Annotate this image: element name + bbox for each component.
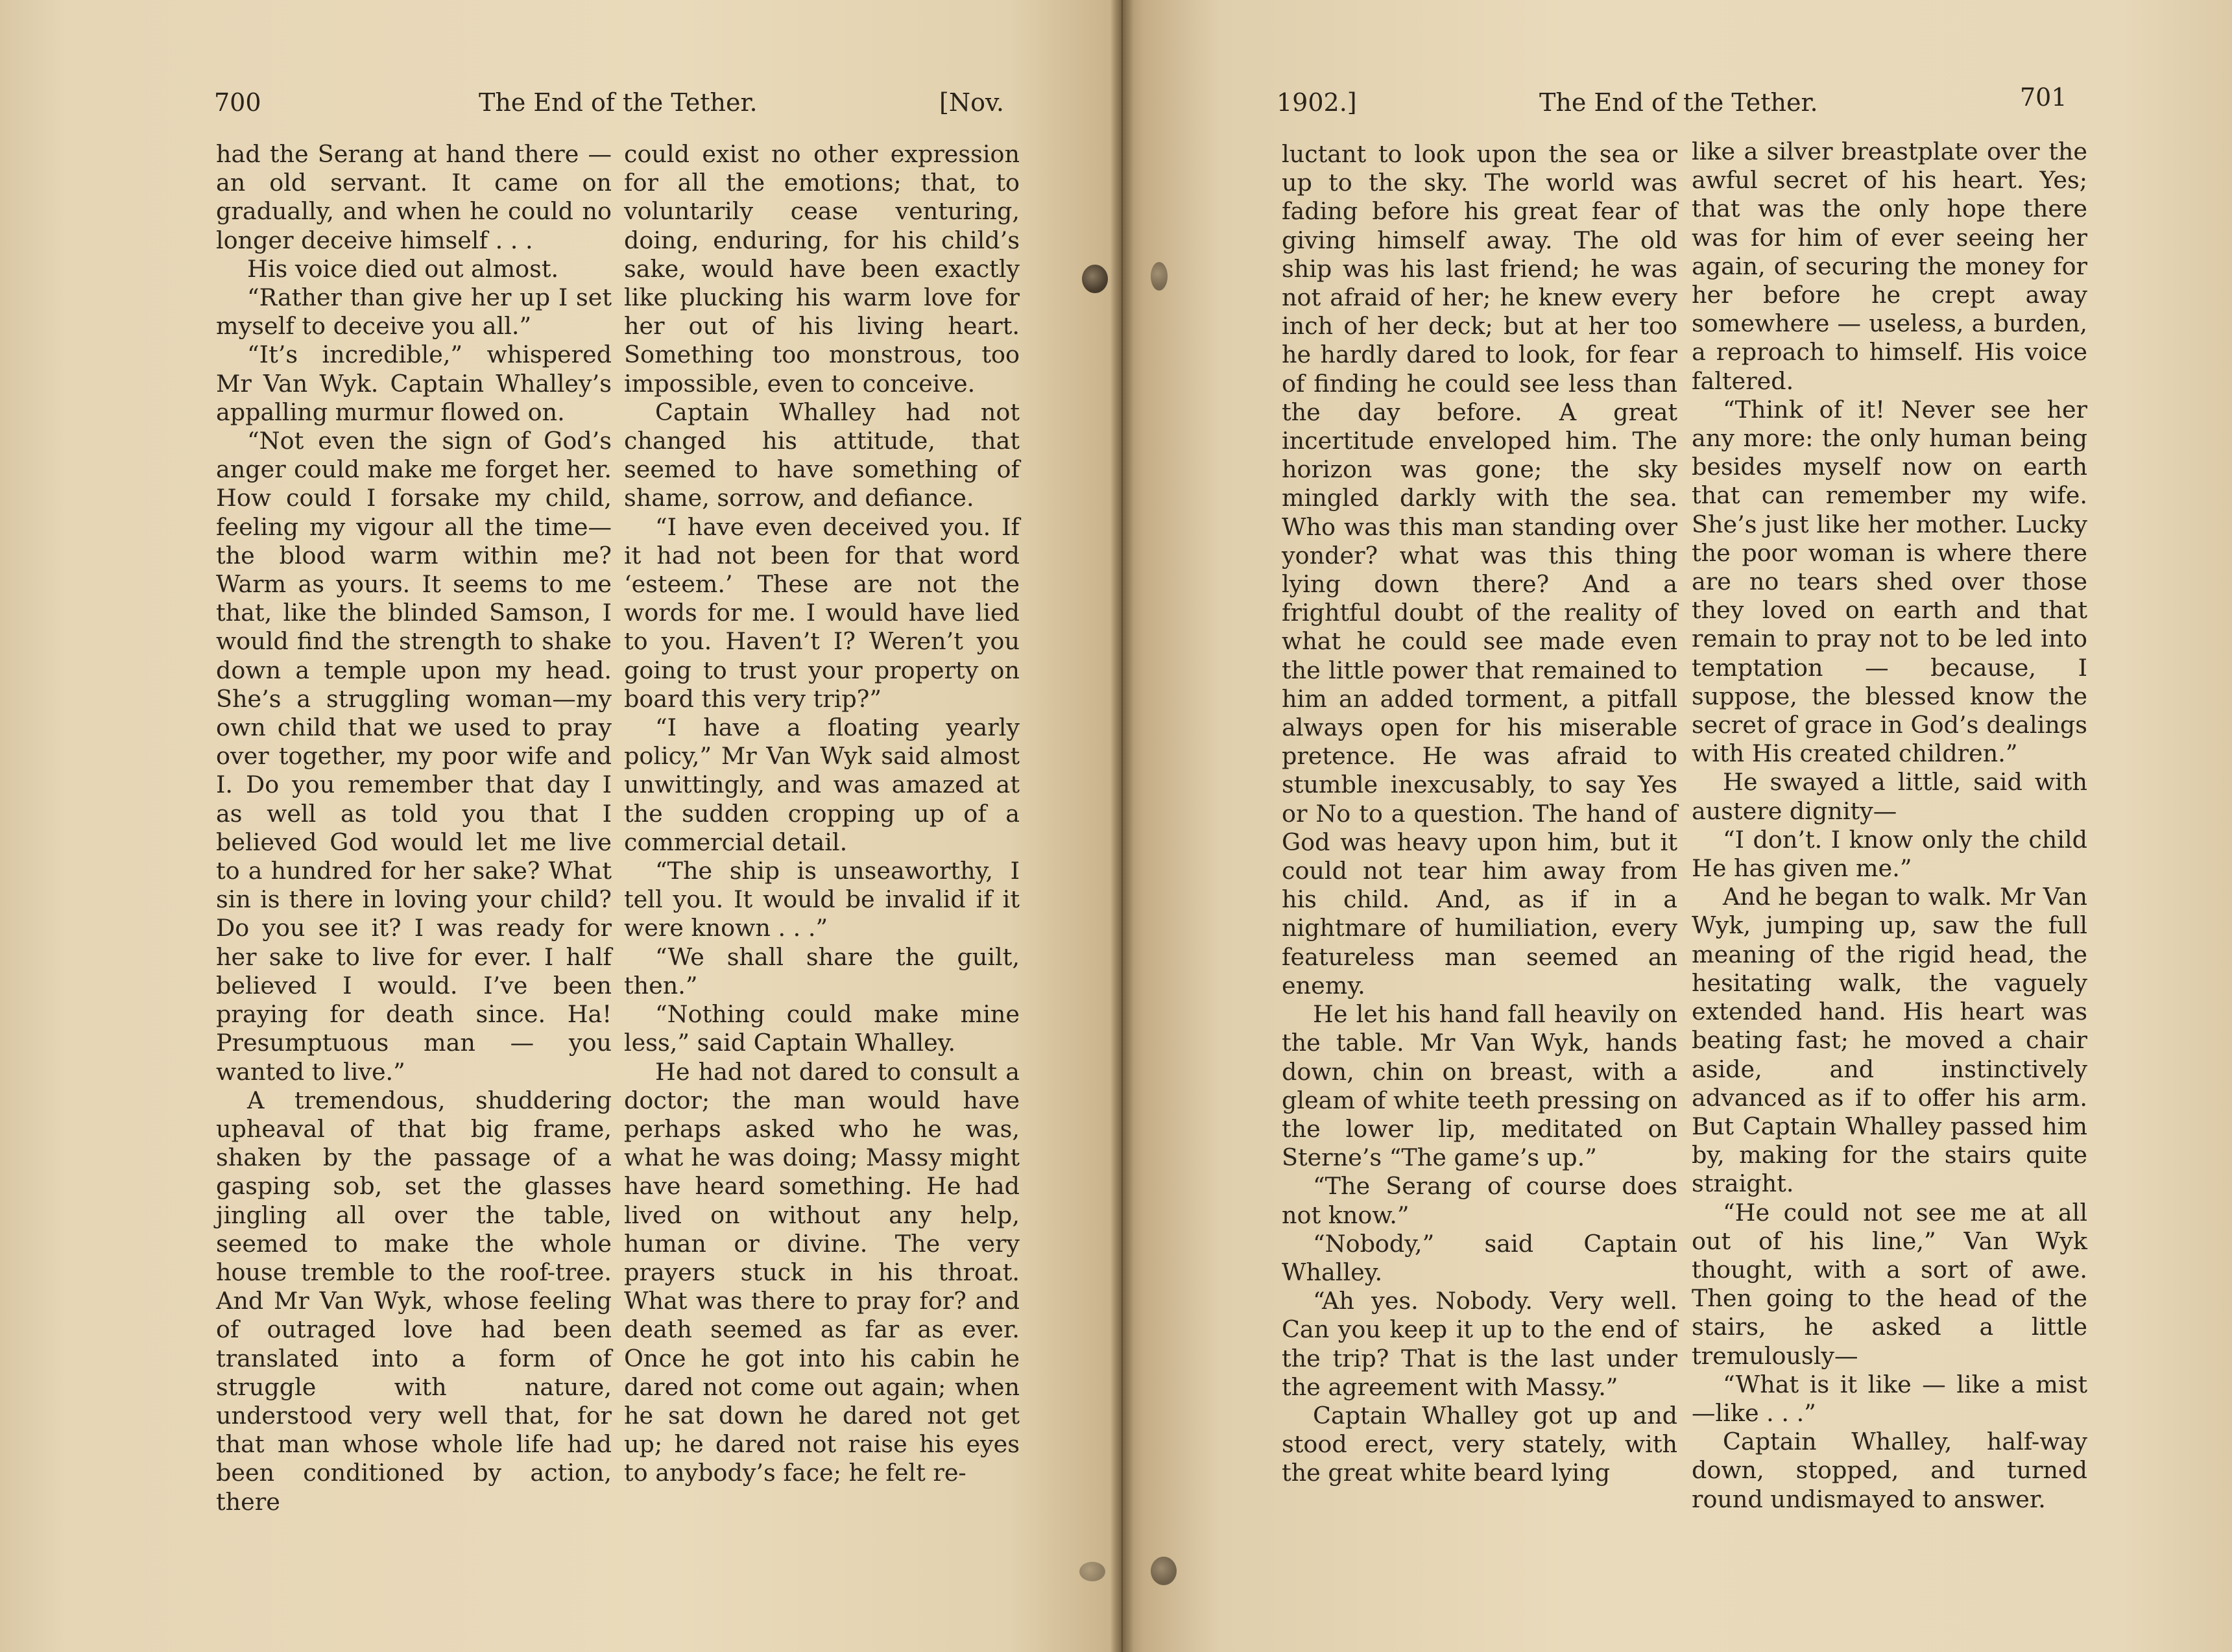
- book-gutter: [1110, 0, 1134, 1652]
- binding-stain-mark: [1151, 262, 1168, 291]
- right-date-tag: 1902.]: [1277, 88, 1357, 117]
- left-date-tag: [Nov.: [939, 88, 1004, 117]
- paragraph: A tremendous, shuddering upheaval of that big frame, shaken by the passage of a gasping sob, set the glasses jingling all over the table, seemed to make the whole house tremble to the roof-tree. And Mr Van Wyk, whose feeling of outraged love had been translated into a form of struggle with nature, understood very well that, for that man whose whole life had been conditioned by action, there: [216, 1086, 612, 1516]
- paragraph: “Ah yes. Nobody. Very well. Can you keep it up to the end of the trip? That is the last under the agreement with Massy.”: [1282, 1287, 1677, 1401]
- right-page-number: 701: [2020, 83, 2067, 112]
- left-running-title: The End of the Tether.: [479, 88, 758, 117]
- paragraph: “Think of it! Never see her any more: the only human being besides myself now on earth that can remember my wife. She’s just like her mother. Lucky the poor woman is where there are no tears shed over those they loved on earth and that remain to pray not to be led into temptation — because, I suppose, the blessed know the secret of grace in God’s dealings with His created children.”: [1692, 395, 2087, 768]
- left-column-1: [216, 140, 612, 1516]
- paragraph: “What is it like — like a mist—like . . .”: [1692, 1370, 2087, 1427]
- paragraph: He had not dared to consult a doctor; the man would have perhaps asked who he was, what he was doing; Massy might have heard something. He had lived on without any help, human or divine. The very prayers stuck in his throat. What was there to pray for? and death seemed as far as ever. Once he got into his cabin he dared not come out again; when he sat down he dared not get up; he dared not raise his eyes to anybody’s face; he felt re-: [624, 1057, 1020, 1487]
- binding-stain-mark: [1151, 1557, 1177, 1585]
- paragraph: luctant to look upon the sea or up to the sky. The world was fading before his great fear of giving himself away. The old ship was his last friend; he was not afraid of her; he knew every inch of her deck; but at her too he hardly dared to look, for fear of finding he could see less than the day before. A great incertitude enveloped him. The horizon was gone; the sky mingled darkly with the sea. Who was this man standing over yonder? what was this thing lying down there? And a frightful doubt of the reality of what he could see made even the little power that remained to him an added torment, a pitfall always open for his miserable pretence. He was afraid to stumble inexcusably, to say Yes or No to a question. The hand of God was heavy upon him, but it could not tear him away from his child. And, as if in a nightmare of humiliation, every featureless man seemed an enemy.: [1282, 140, 1677, 1000]
- paragraph: “Nothing could make mine less,” said Captain Whalley.: [624, 1000, 1020, 1057]
- paragraph: “We shall share the guilt, then.”: [624, 942, 1020, 1000]
- paragraph: could exist no other expression for all the emotions; that, to voluntarily cease venturing, doing, enduring, for his child’s sake, would have been exactly like plucking his warm love for her out of his living heart. Something too monstrous, too impossible, even to conceive.: [624, 140, 1020, 398]
- paragraph: Captain Whalley, half-way down, stopped, and turned round undismayed to answer.: [1692, 1428, 2087, 1513]
- left-column-2: [624, 140, 1020, 1488]
- paragraph: “I have a floating yearly policy,” Mr Van Wyk said almost unwittingly, and was amazed at the sudden cropping up of a commercial detail.: [624, 713, 1020, 856]
- paragraph: His voice died out almost.: [247, 254, 559, 283]
- paragraph: “The Serang of course does not know.”: [1282, 1172, 1677, 1229]
- paragraph: And he began to walk. Mr Van Wyk, jumping up, saw the full meaning of the rigid head, the hesitating walk, the vaguely extended hand. His heart was beating fast; he moved a chair aside, and instinctively advanced as if to offer his arm. But Captain Whalley passed him by, making for the stairs quite straight.: [1692, 883, 2087, 1198]
- paragraph: “The ship is unseaworthy, I tell you. It would be invalid if it were known . . .”: [624, 857, 1020, 942]
- paragraph: He swayed a little, said with austere dignity—: [1692, 768, 2087, 825]
- right-running-title: The End of the Tether.: [1539, 88, 1818, 117]
- paragraph: “Rather than give her up I set myself to deceive you all.”: [216, 283, 612, 341]
- binding-stain-mark: [1079, 1562, 1105, 1581]
- paragraph: “Not even the sign of God’s anger could make me forget her. How could I forsake my child, feeling my vigour all the time—the blood warm within me? Warm as yours. It seems to me that, like the blinded Samson, I would find the strength to shake down a temple upon my head. She’s a struggling woman—my own child that we used to pray over together, my poor wife and I. Do you remember that day I as well as told you that I believed God would let me live to a hundred for her sake? What sin is there in loving your child? Do you see it? I was ready for her sake to live for ever. I half believed I would. I’ve been praying for death since. Ha! Presumptuous man — you wanted to live.”: [216, 427, 612, 1086]
- paragraph: “I have even deceived you. If it had not been for that word ‘esteem.’ These are not the words for me. I would have lied to you. Haven’t I? Weren’t you going to trust your property on board this very trip?”: [624, 512, 1020, 713]
- paragraph: “It’s incredible,” whispered Mr Van Wyk. Captain Whalley’s appalling murmur flowed on.: [216, 341, 612, 426]
- paragraph: “He could not see me at all out of his line,” Van Wyk thought, with a sort of awe. Then going to the head of the stairs, he asked a little tremulously—: [1692, 1198, 2087, 1370]
- right-column-1: [1282, 140, 1677, 1488]
- paragraph: He let his hand fall heavily on the table. Mr Van Wyk, hands down, chin on breast, with a gleam of white teeth pressing on the lower lip, meditated on Sterne’s “The game’s up.”: [1282, 1000, 1677, 1172]
- left-page-number: 700: [214, 88, 261, 117]
- right-page: [1121, 0, 2232, 1652]
- binding-stain-mark: [1082, 265, 1108, 293]
- paragraph: Captain Whalley had not changed his attitude, that seemed to have something of shame, sorrow, and defiance.: [624, 398, 1020, 512]
- paragraph: like a silver breastplate over the awful secret of his heart. Yes; that was the only hope there was for him of ever seeing her again, of securing the money for her before he crept away somewhere — useless, a burden, a reproach to himself. His voice faltered.: [1692, 138, 2087, 395]
- paragraph: Captain Whalley got up and stood erect, very stately, with the great white beard lying: [1282, 1401, 1677, 1487]
- paragraph: had the Serang at hand there —an old servant. It came on gradually, and when he could no longer deceive himself . . .: [216, 140, 612, 254]
- right-column-2: [1692, 138, 2087, 1514]
- paragraph: “I don’t. I know only the child He has given me.”: [1692, 825, 2087, 883]
- paragraph: “Nobody,” said Captain Whalley.: [1282, 1229, 1677, 1286]
